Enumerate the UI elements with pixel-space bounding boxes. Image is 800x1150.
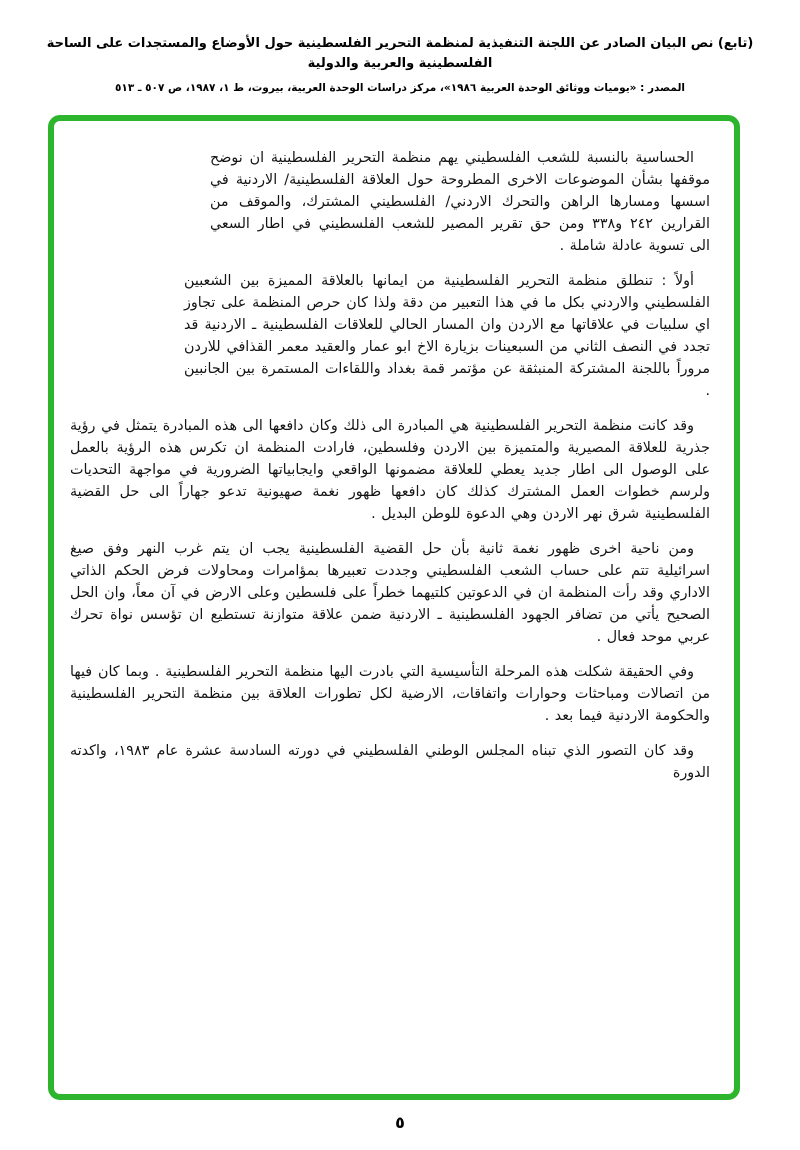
body-paragraph: الحساسية بالنسبة للشعب الفلسطيني يهم منظمة التحرير الفلسطينية ان نوضح موقفها بشأن الموضوعات الاخرى المطروحة حول العلاقة الفلسطينية/ الاردنية في اسسها ومسارها الراهن والتحرك الاردني/ الفلسطيني المشترك، والموقف من القرارين ٢٤٢ و٣٣٨ ومن حق تقرير المصير للشعب الفلسطيني في اطار السعي الى تسوية عادلة شاملة .: [210, 150, 710, 254]
body-paragraph: وفي الحقيقة شكلت هذه المرحلة التأسيسية التي بادرت اليها منظمة التحرير الفلسطينية . وبما كان فيها من اتصالات ومباحثات وحوارات واتفاقات، الارضية لكل تطورات العلاقة بين منظمة التحرير الفلسطينية والحكومة الاردنية فيما بعد .: [70, 664, 710, 724]
body-paragraph: وقد كان التصور الذي تبناه المجلس الوطني الفلسطيني في دورته السادسة عشرة عام ١٩٨٣، واكدته الدورة: [70, 743, 710, 781]
highlighted-text-box: [48, 115, 740, 1100]
body-paragraph: أولاً : تنطلق منظمة التحرير الفلسطينية من ايمانها بالعلاقة المميزة بين الشعبين الفلسطيني والاردني بكل ما في هذا التعبير من دقة ولذا كان حرص المنظمة على تجاوز اي سلبيات في علاقاتها مع الاردن وان المسار الحالي للعلاقات الفلسطينية ـ الاردنية قد تجدد في النصف الثاني من السبعينات بزيارة الاخ ابو عمار والعقيد معمر القذافي للاردن مروراً باللجنة المشتركة المنبثقة عن مؤتمر قمة بغداد واللقاءات المستمرة بين الجانبين .: [184, 273, 710, 399]
body-paragraph: وقد كانت منظمة التحرير الفلسطينية هي المبادرة الى ذلك وكان دافعها الى هذه المبادرة يتمثل في رؤية جذرية للعلاقة المصيرية والمتميزة بين الاردن وفلسطين، فارادت المنظمة ان تكرس هذه الرؤية بالعمل على الوصول الى اطار جديد يعطي للعلاقة مضمونها الواقعي وايجابياتها الضرورية في مواجهة التحديات ولرسم خطوات العمل المشترك كذلك كان دافعها ظهور نغمة صهيونية تدعو جهاراً الى حل القضية الفلسطينية شرق نهر الاردن وهي الدعوة للوطن البديل .: [70, 418, 710, 522]
document-header-title: (تابع) نص البيان الصادر عن اللجنة التنفيذية لمنظمة التحرير الفلسطينية حول الأوضاع والمستجدات على الساحة الفلسطينية والعربية والدولية: [46, 36, 754, 71]
document-source-line: المصدر : «يوميات ووثائق الوحدة العربية ١٩٨٦»، مركز دراسات الوحدة العربية، بيروت، ط ١، ١٩٨٧، ص ٥٠٧ ـ ٥١٣: [115, 82, 685, 94]
page-number: ٥: [395, 1113, 405, 1132]
body-paragraph: ومن ناحية اخرى ظهور نغمة ثانية بأن حل القضية الفلسطينية يجب ان يتم غرب النهر وفق صيغ اسرائيلية تتم على حساب الشعب الفلسطيني وجددت تعبيرها بمؤامرات ومحاولات فرض الحكم الذاتي الاداري وقد رأت المنظمة ان في الدعوتين كلتيهما خطراً على فلسطين وعلى الارض في آن معاً، وان الحل الصحيح يأتي من تضافر الجهود الفلسطينية ـ الاردنية ضمن علاقة متوازنة تستطيع ان تؤسس نواة تحرك عربي موحد فعال .: [70, 541, 710, 645]
